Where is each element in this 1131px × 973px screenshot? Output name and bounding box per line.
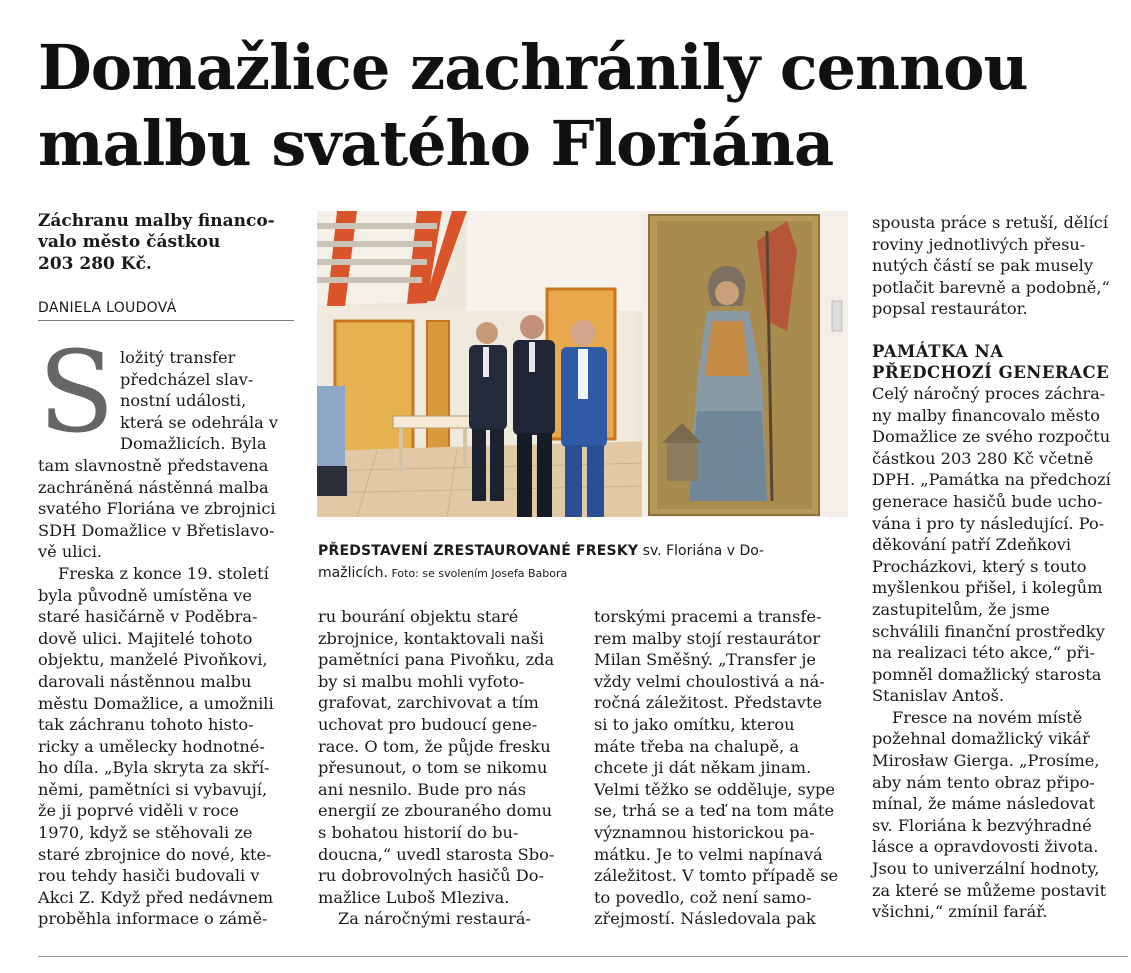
text-line: mažlice Luboš Mleziva. (318, 887, 510, 907)
text-line: ani nesnilo. Bude pro nás (318, 779, 527, 799)
text-line: ru dobrovolných hasičů Do- (318, 866, 544, 886)
caption-text: mažlicích. (318, 565, 388, 581)
text-line: tak záchranu tohoto histo- (38, 715, 254, 735)
text-line: za které se můžeme postavit (872, 880, 1107, 900)
text-line: mátku. Je to velmi napínavá (594, 844, 823, 864)
text-line: pomněl domažlický starosta (872, 664, 1102, 684)
text-line: roviny jednotlivých přesu- (872, 234, 1086, 254)
text-line: darovali nástěnnou malbu (38, 671, 252, 691)
text-line: Akci Z. Když před nedávnem (38, 887, 274, 907)
text-line: s bohatou historií do bu- (318, 822, 519, 842)
text-line: popsal restaurátor. (872, 299, 1028, 319)
drop-cap: S (38, 328, 115, 458)
text-line: se, trhá se a teď na tom máte (594, 801, 835, 821)
fresco-photo (317, 211, 848, 517)
text-line: schválili finanční prostředky (872, 621, 1105, 641)
caption-text: sv. Floriána v Do- (638, 543, 765, 559)
text-line: lásce a opravdovosti života. (872, 837, 1099, 857)
text-line: zbrojnice, kontaktovali naši (318, 628, 544, 648)
photo-credit: Foto: se svolením Josefa Babora (387, 567, 568, 580)
headline-line-1: Domažlice zachránily cennou (38, 31, 1028, 104)
text-line: Domažlicích. Byla (120, 434, 267, 454)
subhead-line: PŘEDCHOZÍ GENERACE (872, 362, 1110, 382)
text-line: zřejmostí. Následovala pak (594, 909, 816, 929)
text-line: němi, pamětníci si vybavují, (38, 779, 268, 799)
caption-line-2 (318, 562, 848, 585)
lead-line: 203 280 Kč. (38, 253, 152, 274)
text-line: všichni,“ zmínil farář. (872, 902, 1048, 922)
text-line: byla původně umístěna ve (38, 585, 252, 605)
text-line: proběhla informace o zámě- (38, 909, 268, 929)
text-line: si to jako omítku, kterou (594, 714, 795, 734)
spacer (872, 320, 1124, 341)
text-line: tam slavnostně představena (38, 455, 269, 475)
text-line: ny malby financovalo město (872, 405, 1101, 425)
text-line: Milan Směšný. „Transfer je (594, 650, 816, 670)
text-line: Jsou to univerzální hodnoty, (872, 859, 1100, 879)
text-line: zachráněná nástěnná malba (38, 477, 269, 497)
text-line: Stanislav Antoš. (872, 686, 1005, 706)
text-line: nostní události, (120, 391, 247, 411)
text-line: svatého Floriána ve zbrojnici (38, 499, 276, 519)
text-line: aby nám tento obraz připo- (872, 772, 1095, 792)
text-line: vě ulici. (38, 542, 103, 562)
text-line: pamětníci pana Pivoňku, zda (318, 650, 555, 670)
text-line: potlačit barevně a podobně,“ (872, 277, 1110, 297)
text-line: dově ulici. Majitelé tohoto (38, 628, 253, 648)
text-line: Velmi těžko se odděluje, sype (594, 779, 835, 799)
text-line: vždy velmi choulostivá a ná- (594, 671, 825, 691)
text-line: torskými pracemi a transfe- (594, 607, 822, 626)
text-line: sv. Floriána k bezvýhradné (872, 815, 1092, 835)
headline (38, 30, 1128, 181)
bottom-rule (38, 956, 1128, 957)
text-line: staré hasičárně v Poděbra- (38, 607, 258, 627)
text-line: to povedlo, což není samo- (594, 887, 812, 907)
text-line: energií ze zbouraného domu (318, 801, 553, 821)
text-line: mínal, že máme následovat (872, 794, 1095, 814)
text-line: rem malby stojí restaurátor (594, 628, 821, 648)
text-line: částkou 203 280 Kč včetně (872, 448, 1094, 468)
text-line: přesunout, o tom se nikomu (318, 758, 548, 778)
subhead-line: PAMÁTKA NA (872, 341, 1004, 361)
text-line: spousta práce s retuší, dělící (872, 213, 1109, 232)
text-line: Freska z konce 19. století (58, 563, 269, 583)
text-line: vána i pro ty následující. Po- (872, 513, 1105, 533)
text-line: chcete ji dát někam jinam. (594, 758, 812, 778)
text-line: myšlenkou přišel, i kolegům (872, 578, 1103, 598)
text-line: generace hasičů bude ucho- (872, 491, 1103, 511)
lead-line: valo město částkou (38, 232, 221, 253)
photo-illustration (317, 211, 848, 517)
text-line: záležitost. V tomto případě se (594, 866, 839, 886)
text-line: významnou historickou pa- (594, 822, 815, 842)
article-column-2 (318, 606, 568, 930)
text-line: SDH Domažlice v Břetislavo- (38, 520, 275, 540)
text-line: Za náročnými restaurá- (338, 909, 531, 929)
text-line: 1970, když se stěhovali ze (38, 823, 253, 843)
text-line: doucna,“ uvedl starosta Sbo- (318, 844, 555, 864)
text-line: městu Domažlice, a umožnili (38, 693, 274, 713)
text-line: staré zbrojnice do nové, kte- (38, 844, 272, 864)
text-line: uchovat pro budoucí gene- (318, 714, 538, 734)
text-line: která se odehrála v (120, 412, 279, 432)
text-line: Domažlice ze svého rozpočtu (872, 427, 1111, 447)
text-line: grafovat, zarchivovat a tím (318, 693, 539, 713)
author-byline: DANIELA LOUDOVÁ (38, 300, 294, 321)
text-line: máte třeba na chalupě, a (594, 736, 800, 756)
headline-line-2: malbu svatého Floriána (38, 106, 834, 180)
article-column-4 (872, 212, 1124, 923)
text-line: ročná záležitost. Představte (594, 693, 823, 713)
text-line: DPH. „Památka na předchozí (872, 470, 1111, 490)
lead-paragraph (38, 211, 288, 275)
caption-bold: PŘEDSTAVENÍ ZRESTAUROVANÉ FRESKY (318, 543, 639, 559)
text-line: předcházel slav- (120, 369, 254, 389)
text-line: Mirosław Gierga. „Prosíme, (872, 751, 1100, 771)
text-line: race. O tom, že půjde fresku (318, 736, 551, 756)
text-line: Procházkovi, který s touto (872, 556, 1087, 576)
text-line: by si malbu mohli vyfoto- (318, 671, 525, 691)
text-line: Fresce na novém místě (892, 707, 1083, 727)
photo-caption (318, 540, 848, 585)
lead-line: Záchranu malby financo- (38, 211, 275, 231)
article-column-1 (38, 328, 294, 930)
text-line: ložitý transfer (120, 348, 236, 367)
section-subhead (872, 341, 1124, 383)
text-line: objektu, manželé Pivoňkovi, (38, 650, 268, 670)
text-line: Celý náročný proces záchra- (872, 383, 1106, 403)
text-line: požehnal domažlický vikář (872, 729, 1090, 749)
text-line: děkování patří Zdeňkovi (872, 535, 1072, 555)
text-line: že ji poprvé viděli v roce (38, 801, 239, 821)
text-line: rou tehdy hasiči budovali v (38, 866, 260, 886)
text-line: ru bourání objektu staré (318, 607, 519, 626)
text-line: zastupitelům, že jsme (872, 599, 1050, 619)
text-line: ricky a umělecky hodnotné- (38, 736, 265, 756)
text-line: ho díla. „Byla skryta za skří- (38, 758, 270, 778)
caption-line-1 (318, 540, 848, 562)
text-line: na realizaci této akce,“ při- (872, 643, 1096, 663)
article-column-3 (594, 606, 846, 930)
text-line: nutých částí se pak musely (872, 256, 1093, 276)
